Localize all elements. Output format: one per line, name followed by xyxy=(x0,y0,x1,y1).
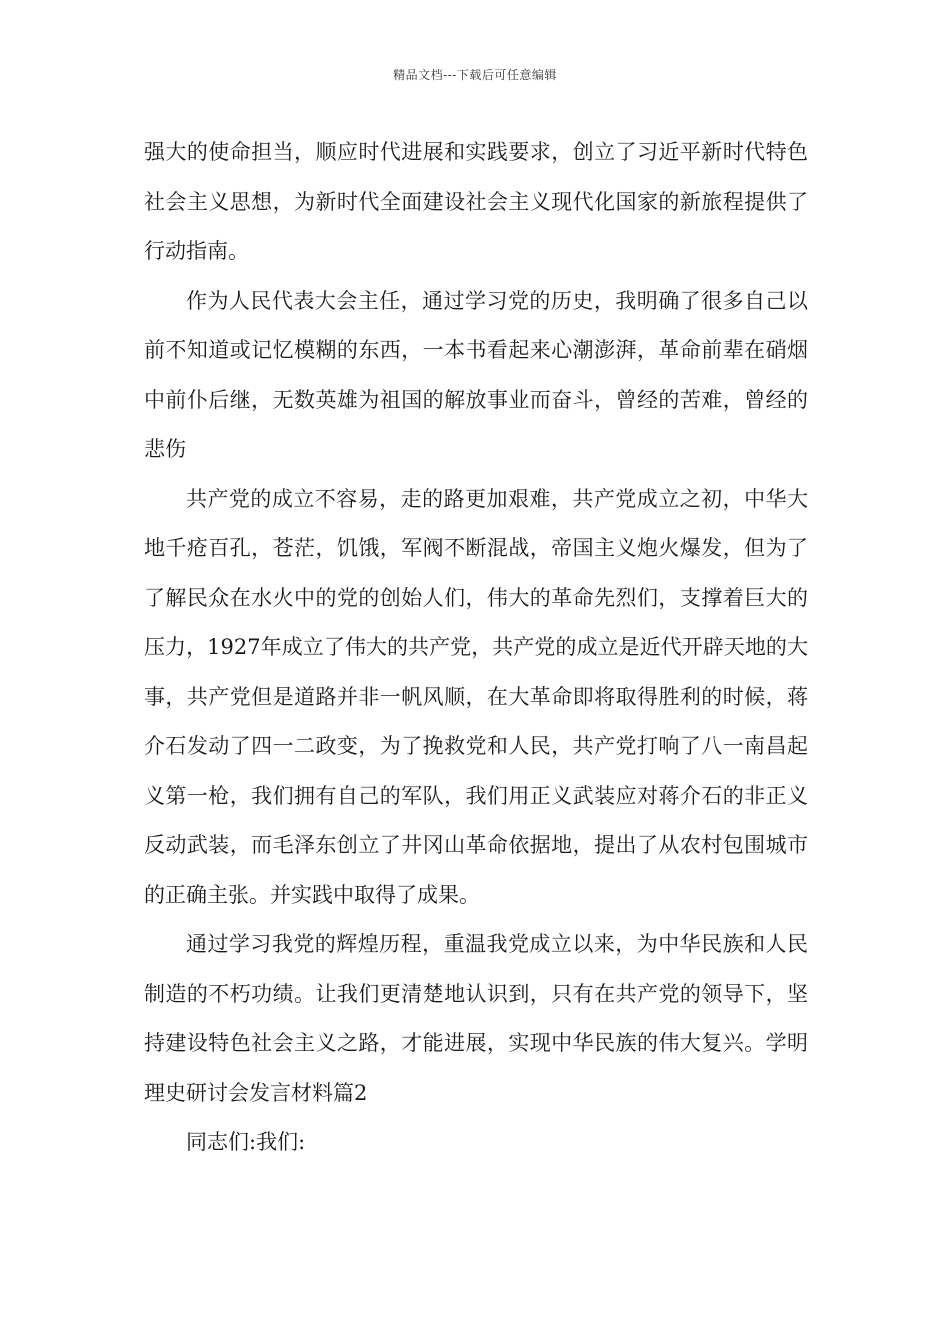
document-body xyxy=(144,128,808,1168)
paragraph-continuation: 强大的使命担当，顺应时代进展和实践要求，创立了习近平新时代特色社会主义思想，为新时代全面建设社会主义现代化国家的新旅程提供了行动指南。 xyxy=(144,140,808,263)
paragraph-party-founding: 共产党的成立不容易，走的路更加艰难，共产党成立之初，中华大地千疮百孔，苍茫，饥饿，军阀不断混战，帝国主义炮火爆发，但为了了解民众在水火中的党的创始人们，伟大的革命先烈们，支撑着巨大的压力，1927年成立了伟大的共产党，共产党的成立是近代开辟天地的大事，共产党但是道路并非一帆风顺，在大革命即将取得胜利的时候，蒋介石发动了四一二政变，为了挽救党和人民，共产党打响了八一南昌起义第一枪，我们拥有自己的军队，我们用正义武装应对蒋介石的非正义反动武装，而毛泽东创立了井冈山革命依据地，提出了从农村包围城市的正确主张。并实践中取得了成果。 xyxy=(144,486,808,907)
paragraph-salutation: 同志们:我们: xyxy=(186,1130,306,1154)
page-header: 精品文档---下载后可任意编辑 xyxy=(393,68,557,82)
paragraph-achievements: 通过学习我党的辉煌历程，重温我党成立以来，为中华民族和人民制造的不朽功绩。让我们更清楚地认识到，只有在共产党的领导下，坚持建设特色社会主义之路，才能进展，实现中华民族的伟大复兴。学明理史研讨会发言材料篇2 xyxy=(144,932,808,1105)
paragraph-party-history: 作为人民代表大会主任，通过学习党的历史，我明确了很多自己以前不知道或记忆模糊的东西，一本书看起来心潮澎湃，革命前辈在硝烟中前仆后继，无数英雄为祖国的解放事业而奋斗，曾经的苦难，曾经的悲伤 xyxy=(144,288,808,461)
